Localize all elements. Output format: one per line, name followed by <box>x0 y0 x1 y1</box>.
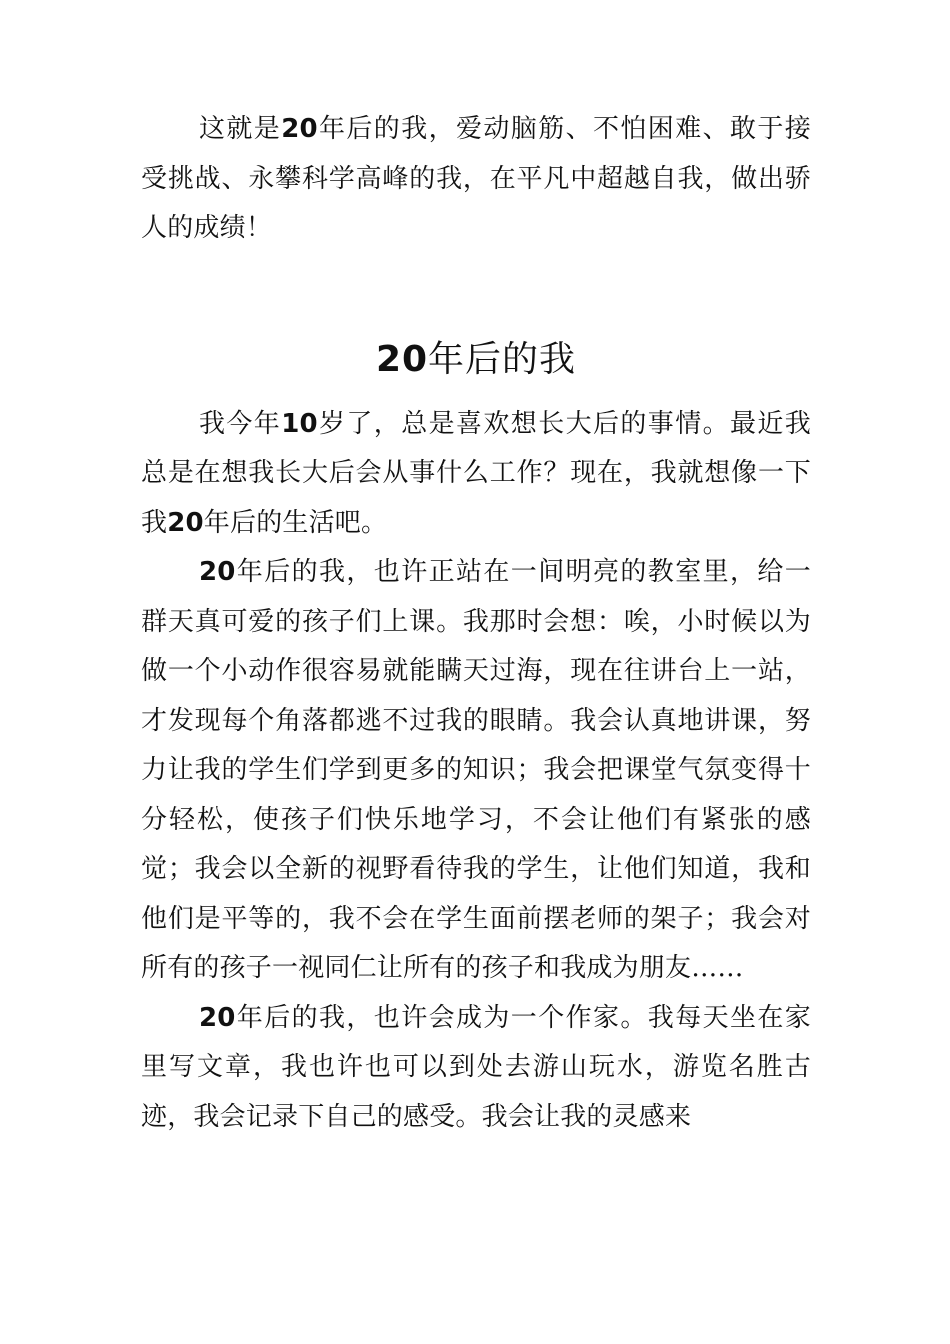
essay-paragraph-2: 20年后的我，也许正站在一间明亮的教室里，给一群天真可爱的孩子们上课。我那时会想：唉，小时候以为做一个小动作很容易就能瞒天过海，现在往讲台上一站，才发现每个角落都逃不过我的眼睛。我会认真地讲课，努力让我的学生们学到更多的知识；我会把课堂气氛变得十分轻松，使孩子们快乐地学习，不会让他们有紧张的感觉；我会以全新的视野看待我的学生，让他们知道，我和他们是平等的，我不会在学生面前摆老师的架子；我会对所有的孩子一视同仁让所有的孩子和我成为朋友…… <box>141 557 811 983</box>
number-text: 20 <box>199 1002 236 1033</box>
document-body <box>141 105 811 1142</box>
essay-paragraph-1: 我今年10岁了，总是喜欢想长大后的事情。最近我总是在想我长大后会从事什么工作？现在，我就想像一下我20年后的生活吧。 <box>141 408 811 538</box>
section-gap <box>141 254 811 332</box>
number-text: 10 <box>281 408 318 439</box>
number-text: 20 <box>375 338 429 380</box>
intro-paragraph: 这就是20年后的我，爱动脑筋、不怕困难、敢于接受挑战、永攀科学高峰的我，在平凡中超越自我，做出骄人的成绩！ <box>141 114 811 243</box>
number-text: 20 <box>281 114 318 144</box>
number-text: 20 <box>167 507 204 538</box>
essay-title: 20年后的我 <box>375 338 577 380</box>
essay-paragraph-3: 20年后的我，也许会成为一个作家。我每天坐在家里写文章，我也许也可以到处去游山玩水，游览名胜古迹，我会记录下自己的感受。我会让我的灵感来 <box>141 1002 811 1132</box>
number-text: 20 <box>199 557 236 587</box>
